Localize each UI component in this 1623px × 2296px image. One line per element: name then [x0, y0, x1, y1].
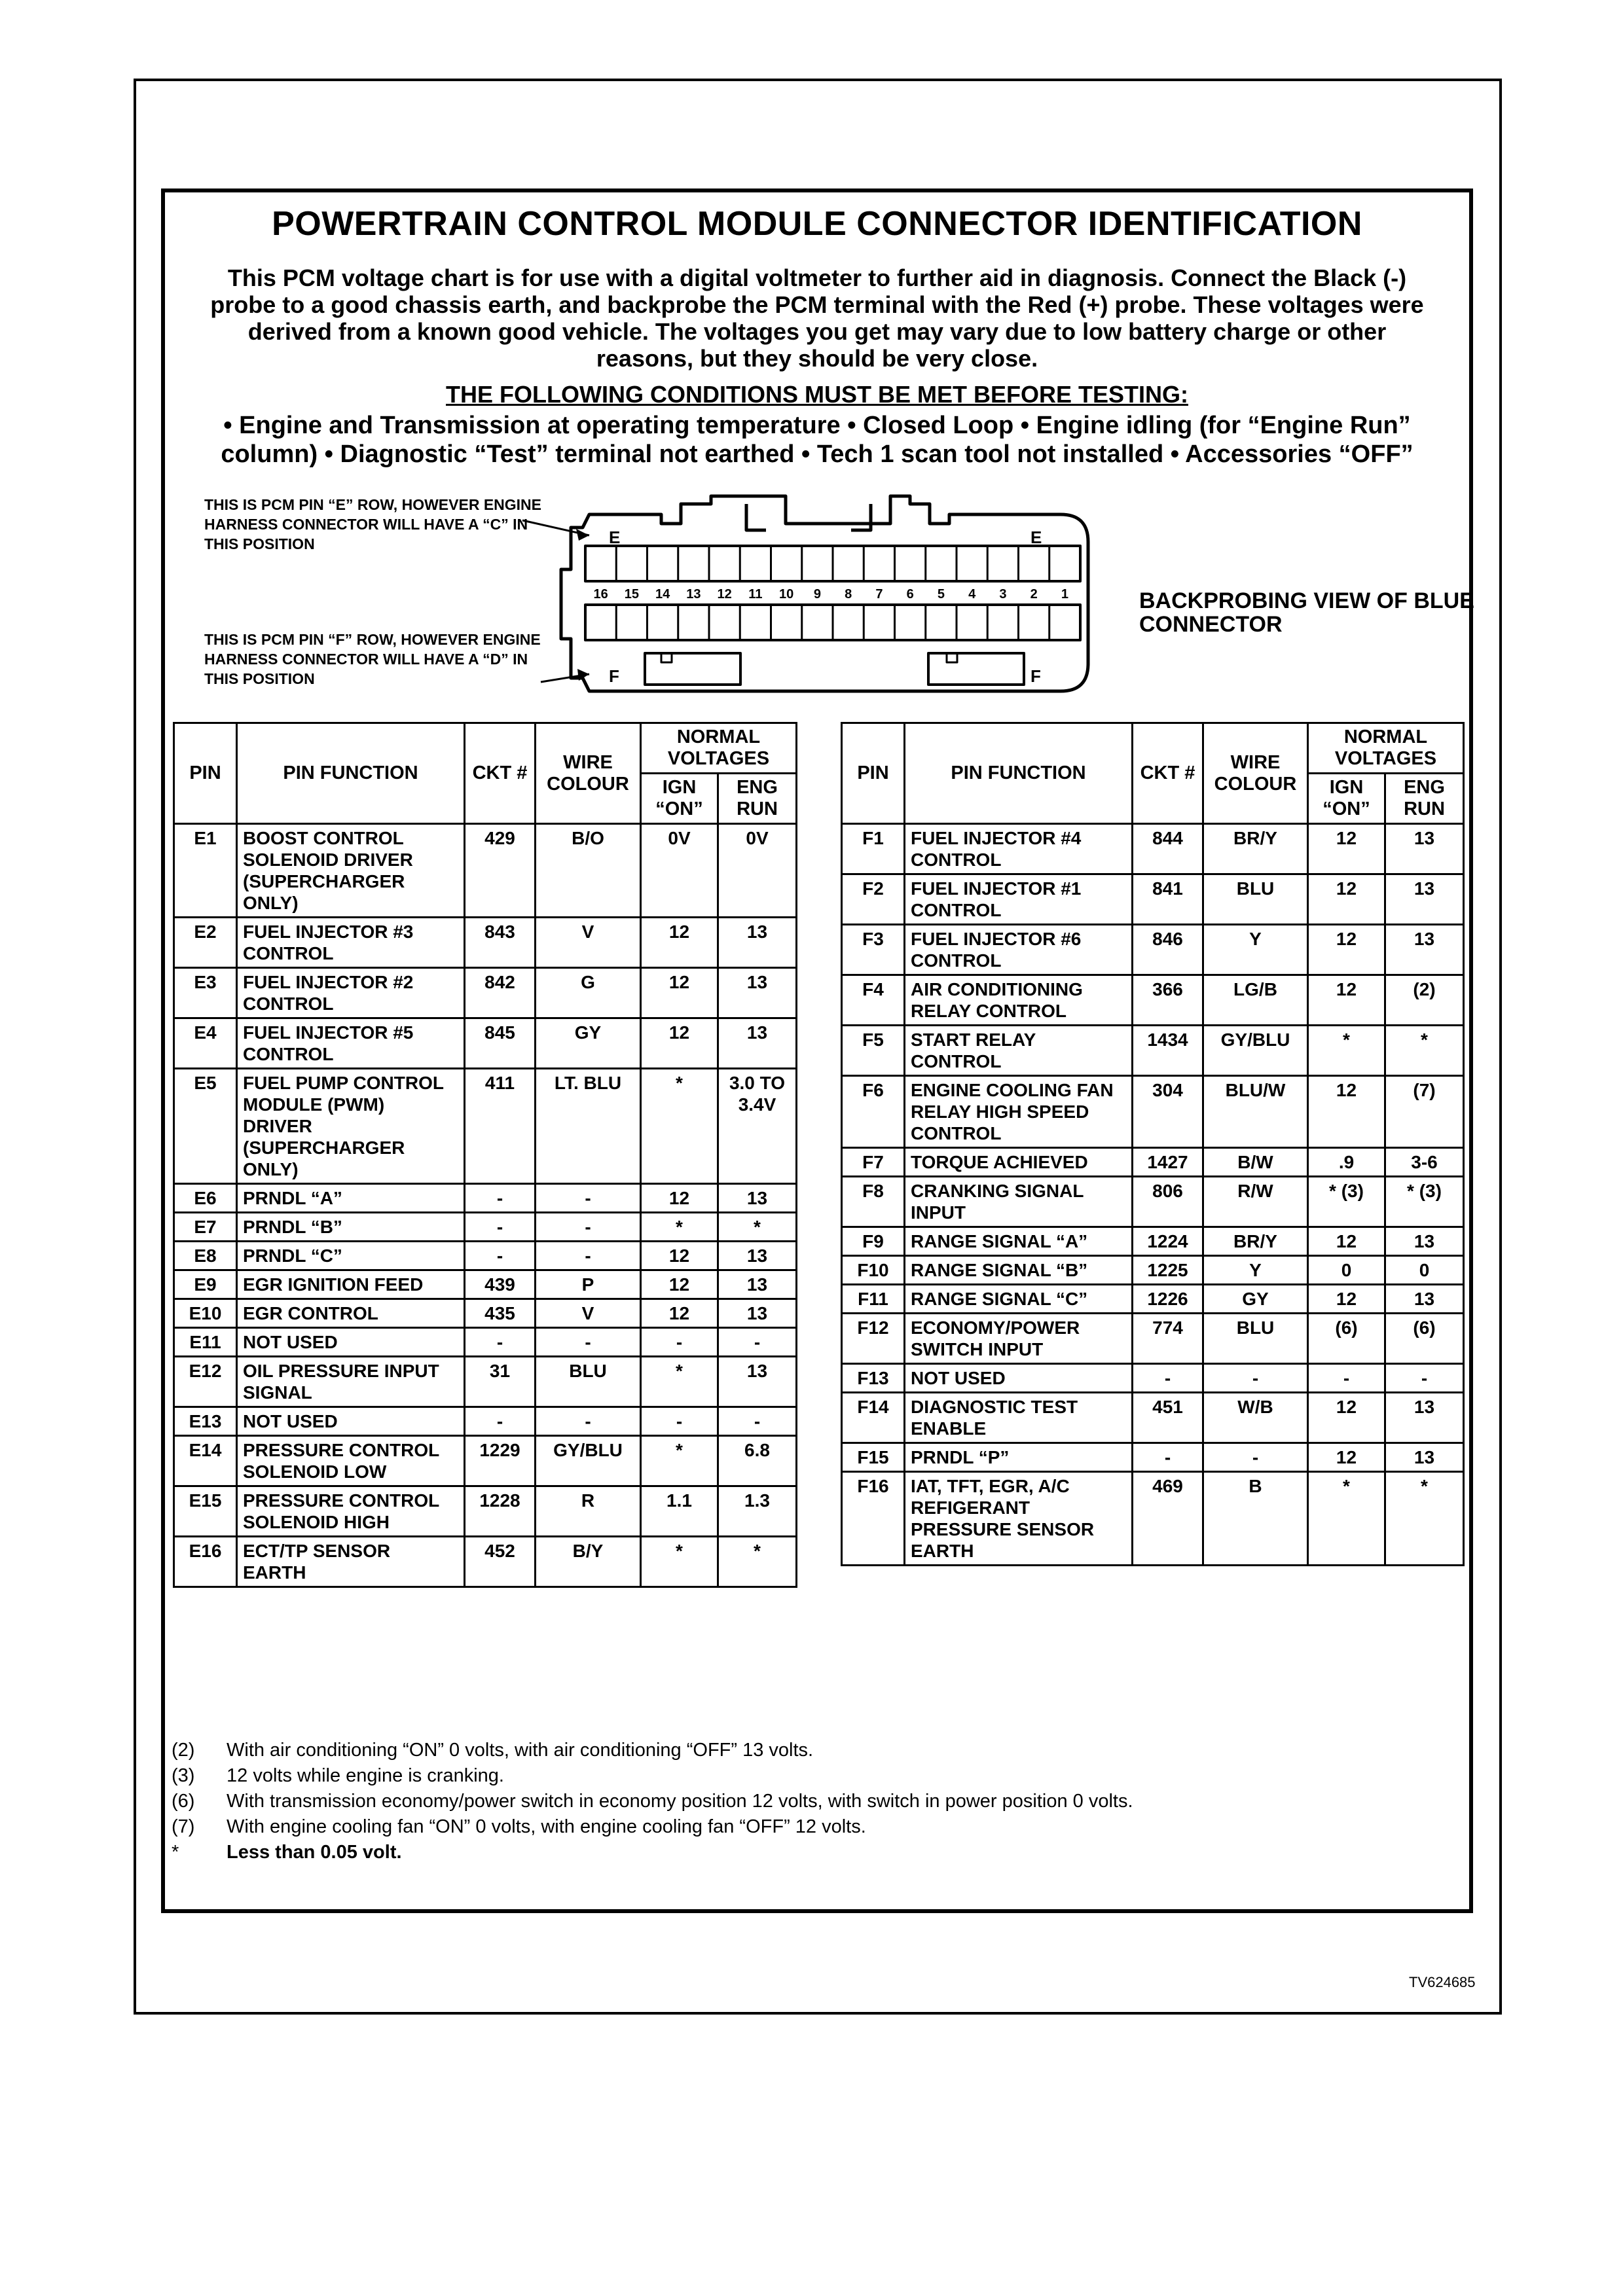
pin-function-cell: PRNDL “P” [905, 1443, 1133, 1472]
pin-function-cell: NOT USED [905, 1364, 1133, 1393]
table-row [174, 824, 797, 918]
normal-voltages-header: NORMAL VOLTAGES [1308, 723, 1464, 774]
ign-on-voltage-cell: * [641, 1436, 718, 1486]
table-row [174, 1328, 797, 1357]
wire-colour-cell: - [536, 1213, 641, 1242]
pin-cell: F8 [842, 1177, 905, 1227]
footnote [172, 1738, 1448, 1763]
pin-function-cell: FUEL PUMP CONTROL MODULE (PWM) DRIVER (SUPERCHARGER ONLY) [237, 1069, 465, 1184]
ckt-cell: 843 [465, 918, 536, 968]
pin-function-cell: PRESSURE CONTROL SOLENOID LOW [237, 1436, 465, 1486]
ign-on-voltage-cell: 12 [1308, 874, 1385, 925]
eng-run-voltage-cell: 13 [718, 1270, 797, 1299]
eng-run-voltage-cell: 1.3 [718, 1486, 797, 1537]
page-title: POWERTRAIN CONTROL MODULE CONNECTOR IDENTIFICATION [272, 205, 1362, 243]
ckt-cell: 452 [465, 1537, 536, 1587]
ign-on-voltage-cell: * [641, 1213, 718, 1242]
table-row [174, 1537, 797, 1587]
table-row [842, 1443, 1464, 1472]
conditions-list: • Engine and Transmission at operating temperature • Closed Loop • Engine idling (for “Engine Run” column) • Diagnostic “Test” terminal not earthed • Tech 1 scan tool not installed • Accessories “OFF” [221, 412, 1413, 468]
pin-cell: E7 [174, 1213, 237, 1242]
wire-colour-cell: LG/B [1203, 975, 1308, 1026]
wire-colour-cell: - [1203, 1364, 1308, 1393]
ckt-cell: 774 [1133, 1314, 1203, 1364]
wire-colour-cell: - [536, 1184, 641, 1213]
pin-cell: E8 [174, 1242, 237, 1270]
wire-colour-header: WIRE COLOUR [1203, 723, 1308, 824]
ckt-cell: 841 [1133, 874, 1203, 925]
f-row-table-body [842, 824, 1464, 1566]
eng-run-voltage-cell: 0 [1385, 1256, 1464, 1285]
pin-function-cell: OIL PRESSURE INPUT SIGNAL [237, 1357, 465, 1407]
wire-colour-cell: V [536, 918, 641, 968]
ign-on-voltage-cell: * [1308, 1472, 1385, 1566]
wire-colour-cell: R/W [1203, 1177, 1308, 1227]
wire-colour-cell: BR/Y [1203, 1227, 1308, 1256]
footnote-text: Less than 0.05 volt. [227, 1842, 402, 1863]
wire-colour-cell: GY [1203, 1285, 1308, 1314]
ckt-cell: - [465, 1213, 536, 1242]
wire-colour-cell: BLU [1203, 874, 1308, 925]
ign-on-voltage-cell: * [1308, 1026, 1385, 1076]
table-row [174, 1242, 797, 1270]
pin-cell: F3 [842, 925, 905, 975]
pin-cell: F11 [842, 1285, 905, 1314]
ign-on-voltage-cell: - [641, 1407, 718, 1436]
pin-function-cell: NOT USED [237, 1328, 465, 1357]
wire-colour-header: WIRE COLOUR [536, 723, 641, 824]
pin-number-label: 6 [906, 587, 914, 601]
pin-number-label: 1 [1061, 587, 1068, 601]
ckt-cell: 1228 [465, 1486, 536, 1537]
ckt-cell: 429 [465, 824, 536, 918]
f-row-pin-table [841, 722, 1465, 1566]
wire-colour-cell: V [536, 1299, 641, 1328]
table-row [842, 1256, 1464, 1285]
table-row [842, 925, 1464, 975]
table-row [842, 1393, 1464, 1443]
ign-on-voltage-cell: (6) [1308, 1314, 1385, 1364]
ign-on-voltage-cell: 0V [641, 824, 718, 918]
backprobe-caption: BACKPROBING VIEW OF BLUE CONNECTOR [1139, 588, 1474, 637]
pin-number-label: 3 [999, 587, 1007, 601]
ign-on-voltage-cell: 12 [1308, 1076, 1385, 1148]
table-row [842, 1314, 1464, 1364]
f-row-label-right: F [1030, 666, 1041, 686]
wire-colour-cell: - [536, 1242, 641, 1270]
pin-function-cell: ENGINE COOLING FAN RELAY HIGH SPEED CONTROL [905, 1076, 1133, 1148]
pin-cell: E3 [174, 968, 237, 1018]
wire-colour-cell: BLU/W [1203, 1076, 1308, 1148]
eng-run-voltage-cell: 3-6 [1385, 1148, 1464, 1177]
wire-colour-cell: BR/Y [1203, 824, 1308, 874]
pin-cell: F4 [842, 975, 905, 1026]
reference-code: TV624685 [1409, 1974, 1476, 1990]
wire-colour-cell: G [536, 968, 641, 1018]
ckt-cell: 304 [1133, 1076, 1203, 1148]
table-row [174, 1357, 797, 1407]
ckt-cell: 1427 [1133, 1148, 1203, 1177]
footnote-mark: (7) [172, 1816, 195, 1837]
conditions-heading: THE FOLLOWING CONDITIONS MUST BE MET BEFORE TESTING: [446, 381, 1188, 408]
footnotes [172, 1738, 1448, 1865]
table-row [174, 1069, 797, 1184]
ign-on-voltage-cell: - [641, 1328, 718, 1357]
pin-number-label: 12 [717, 587, 732, 601]
pin-function-header: PIN FUNCTION [237, 723, 465, 824]
ign-on-voltage-cell: * [641, 1537, 718, 1587]
pin-cell: E2 [174, 918, 237, 968]
footnote [172, 1763, 1448, 1789]
footnote-mark: (6) [172, 1791, 195, 1812]
eng-run-voltage-cell: - [718, 1407, 797, 1436]
pin-function-cell: PRNDL “B” [237, 1213, 465, 1242]
pin-cell: F16 [842, 1472, 905, 1566]
eng-run-voltage-cell: 13 [1385, 824, 1464, 874]
eng-run-voltage-cell: 13 [718, 1018, 797, 1069]
wire-colour-cell: W/B [1203, 1393, 1308, 1443]
ckt-cell: 806 [1133, 1177, 1203, 1227]
pin-cell: F2 [842, 874, 905, 925]
ign-on-header: IGN “ON” [1308, 774, 1385, 824]
pin-number-label: 4 [968, 587, 976, 601]
pin-cell: E9 [174, 1270, 237, 1299]
ign-on-voltage-cell: 12 [1308, 1227, 1385, 1256]
eng-run-voltage-cell: 13 [1385, 1285, 1464, 1314]
table-row [174, 1213, 797, 1242]
table-row [842, 874, 1464, 925]
connector-outline [561, 496, 1088, 691]
pin-cell: E5 [174, 1069, 237, 1184]
pin-cell: E6 [174, 1184, 237, 1213]
eng-run-voltage-cell: 13 [1385, 1227, 1464, 1256]
eng-run-voltage-cell: 13 [718, 1184, 797, 1213]
pin-number-label: 2 [1030, 587, 1038, 601]
pin-header: PIN [174, 723, 237, 824]
e-row-label-right: E [1030, 528, 1042, 547]
ckt-cell: 469 [1133, 1472, 1203, 1566]
pin-function-cell: RANGE SIGNAL “C” [905, 1285, 1133, 1314]
ckt-cell: 451 [1133, 1393, 1203, 1443]
eng-run-voltage-cell: * (3) [1385, 1177, 1464, 1227]
pin-number-label: 5 [937, 587, 945, 601]
ign-on-voltage-cell: 12 [1308, 975, 1385, 1026]
pin-function-cell: PRNDL “C” [237, 1242, 465, 1270]
pin-number-label: 11 [748, 587, 763, 601]
ckt-cell: 844 [1133, 824, 1203, 874]
pin-number-label: 8 [845, 587, 852, 601]
eng-run-voltage-cell: (2) [1385, 975, 1464, 1026]
wire-colour-cell: BLU [536, 1357, 641, 1407]
wire-colour-cell: P [536, 1270, 641, 1299]
wire-colour-cell: BLU [1203, 1314, 1308, 1364]
pin-function-cell: FUEL INJECTOR #5 CONTROL [237, 1018, 465, 1069]
table-row [842, 1227, 1464, 1256]
footnote-text: With air conditioning “ON” 0 volts, with air conditioning “OFF” 13 volts. [227, 1740, 814, 1761]
pin-cell: E15 [174, 1486, 237, 1537]
ign-on-voltage-cell: 12 [641, 1270, 718, 1299]
pin-function-cell: RANGE SIGNAL “B” [905, 1256, 1133, 1285]
pin-function-cell: AIR CONDITIONING RELAY CONTROL [905, 975, 1133, 1026]
eng-run-voltage-cell: 13 [1385, 1443, 1464, 1472]
pin-function-cell: ECONOMY/POWER SWITCH INPUT [905, 1314, 1133, 1364]
eng-run-voltage-cell: 6.8 [718, 1436, 797, 1486]
ign-on-voltage-cell: * [641, 1357, 718, 1407]
table-row [842, 1472, 1464, 1566]
eng-run-voltage-cell: 13 [718, 1357, 797, 1407]
eng-run-voltage-cell: 0V [718, 824, 797, 918]
pin-cell: E10 [174, 1299, 237, 1328]
wire-colour-cell: - [536, 1328, 641, 1357]
wire-colour-cell: GY/BLU [1203, 1026, 1308, 1076]
eng-run-voltage-cell: 13 [1385, 874, 1464, 925]
ckt-header: CKT # [465, 723, 536, 824]
ckt-cell: 435 [465, 1299, 536, 1328]
pin-cell: E13 [174, 1407, 237, 1436]
pin-cell: F7 [842, 1148, 905, 1177]
footnote [172, 1789, 1448, 1814]
ckt-cell: 846 [1133, 925, 1203, 975]
ckt-cell: 439 [465, 1270, 536, 1299]
e-row-table-body [174, 824, 797, 1587]
eng-run-voltage-cell: (6) [1385, 1314, 1464, 1364]
wire-colour-cell: GY/BLU [536, 1436, 641, 1486]
eng-run-header: ENG RUN [718, 774, 797, 824]
eng-run-voltage-cell: 13 [1385, 1393, 1464, 1443]
pin-cell: E1 [174, 824, 237, 918]
ign-on-voltage-cell: 12 [1308, 1285, 1385, 1314]
footnote-text: With engine cooling fan “ON” 0 volts, with engine cooling fan “OFF” 12 volts. [227, 1816, 866, 1837]
e-row-label-left: E [609, 528, 621, 547]
ckt-cell: 31 [465, 1357, 536, 1407]
wire-colour-cell: GY [536, 1018, 641, 1069]
pin-function-header: PIN FUNCTION [905, 723, 1133, 824]
ckt-cell: 1229 [465, 1436, 536, 1486]
ckt-cell: 411 [465, 1069, 536, 1184]
ign-on-voltage-cell: 0 [1308, 1256, 1385, 1285]
footnote [172, 1814, 1448, 1840]
ckt-cell: 1434 [1133, 1026, 1203, 1076]
pin-function-cell: PRESSURE CONTROL SOLENOID HIGH [237, 1486, 465, 1537]
ckt-cell: - [1133, 1443, 1203, 1472]
pin-function-cell: PRNDL “A” [237, 1184, 465, 1213]
eng-run-voltage-cell: - [1385, 1364, 1464, 1393]
ign-on-voltage-cell: 12 [641, 968, 718, 1018]
footnote-text: With transmission economy/power switch in economy position 12 volts, with switch in power position 0 volts. [227, 1791, 1133, 1812]
wire-colour-cell: B/W [1203, 1148, 1308, 1177]
ckt-cell: - [465, 1184, 536, 1213]
footnote-mark: (2) [172, 1740, 195, 1761]
ign-on-voltage-cell: 12 [1308, 1393, 1385, 1443]
f-row-note: THIS IS PCM PIN “F” ROW, HOWEVER ENGINE HARNESS CONNECTOR WILL HAVE A “D” IN THIS POSITION [204, 631, 541, 687]
ign-on-voltage-cell: 12 [641, 918, 718, 968]
pin-cell: F1 [842, 824, 905, 874]
table-row [842, 1177, 1464, 1227]
pin-cell: E4 [174, 1018, 237, 1069]
pin-cell: F6 [842, 1076, 905, 1148]
ign-on-voltage-cell: 12 [1308, 824, 1385, 874]
ckt-cell: 1225 [1133, 1256, 1203, 1285]
table-row [842, 1076, 1464, 1148]
table-row [842, 1148, 1464, 1177]
e-row-pin-table [173, 722, 797, 1588]
footnote-mark: * [172, 1842, 179, 1863]
ckt-cell: 366 [1133, 975, 1203, 1026]
pin-number-label: 14 [655, 587, 670, 601]
pin-function-cell: FUEL INJECTOR #6 CONTROL [905, 925, 1133, 975]
ign-on-voltage-cell: 12 [1308, 1443, 1385, 1472]
eng-run-voltage-cell: * [718, 1213, 797, 1242]
ign-on-voltage-cell: 12 [641, 1184, 718, 1213]
ign-on-header: IGN “ON” [641, 774, 718, 824]
table-row [842, 824, 1464, 874]
pin-function-cell: EGR CONTROL [237, 1299, 465, 1328]
pin-cell: E11 [174, 1328, 237, 1357]
pin-function-cell: FUEL INJECTOR #3 CONTROL [237, 918, 465, 968]
ckt-cell: - [1133, 1364, 1203, 1393]
eng-run-voltage-cell: (7) [1385, 1076, 1464, 1148]
ign-on-voltage-cell: 12 [641, 1242, 718, 1270]
eng-run-voltage-cell: - [718, 1328, 797, 1357]
eng-run-voltage-cell: 3.0 TO 3.4V [718, 1069, 797, 1184]
ign-on-voltage-cell: * [641, 1069, 718, 1184]
pin-cell: F10 [842, 1256, 905, 1285]
pin-cell: F5 [842, 1026, 905, 1076]
wire-colour-cell: Y [1203, 925, 1308, 975]
pin-function-cell: START RELAY CONTROL [905, 1026, 1133, 1076]
table-row [174, 1436, 797, 1486]
eng-run-voltage-cell: 13 [718, 1242, 797, 1270]
table-row [842, 1285, 1464, 1314]
table-row [174, 1018, 797, 1069]
ign-on-voltage-cell: * (3) [1308, 1177, 1385, 1227]
ckt-cell: 842 [465, 968, 536, 1018]
table-row [174, 1184, 797, 1213]
table-row [174, 1299, 797, 1328]
ckt-cell: 845 [465, 1018, 536, 1069]
pin-cell: E16 [174, 1537, 237, 1587]
ign-on-voltage-cell: .9 [1308, 1148, 1385, 1177]
table-row [842, 1364, 1464, 1393]
footnote-mark: (3) [172, 1765, 195, 1786]
ckt-cell: 1226 [1133, 1285, 1203, 1314]
ign-on-voltage-cell: 12 [641, 1299, 718, 1328]
pin-number-label: 15 [624, 587, 639, 601]
wire-colour-cell: B [1203, 1472, 1308, 1566]
normal-voltages-header: NORMAL VOLTAGES [641, 723, 797, 774]
pin-function-cell: ECT/TP SENSOR EARTH [237, 1537, 465, 1587]
ign-on-voltage-cell: 12 [1308, 925, 1385, 975]
wire-colour-cell: Y [1203, 1256, 1308, 1285]
ckt-cell: - [465, 1328, 536, 1357]
wire-colour-cell: R [536, 1486, 641, 1537]
pin-function-cell: IAT, TFT, EGR, A/C REFIGERANT PRESSURE SENSOR EARTH [905, 1472, 1133, 1566]
f-row-label-left: F [609, 666, 619, 686]
wire-colour-cell: - [536, 1407, 641, 1436]
ckt-cell: - [465, 1407, 536, 1436]
ign-on-voltage-cell: 1.1 [641, 1486, 718, 1537]
pin-function-cell: RANGE SIGNAL “A” [905, 1227, 1133, 1256]
wire-colour-cell: - [1203, 1443, 1308, 1472]
eng-run-voltage-cell: * [1385, 1026, 1464, 1076]
pin-number-label: 13 [686, 587, 701, 601]
table-row [174, 1486, 797, 1537]
pin-function-cell: EGR IGNITION FEED [237, 1270, 465, 1299]
table-row [174, 918, 797, 968]
eng-run-voltage-cell: * [718, 1537, 797, 1587]
ign-on-voltage-cell: - [1308, 1364, 1385, 1393]
e-row-note: THIS IS PCM PIN “E” ROW, HOWEVER ENGINE HARNESS CONNECTOR WILL HAVE A “C” IN THIS POSITION [204, 496, 541, 552]
pin-cell: F9 [842, 1227, 905, 1256]
eng-run-voltage-cell: 13 [718, 1299, 797, 1328]
pin-number-label: 16 [593, 587, 608, 601]
ckt-cell: 1224 [1133, 1227, 1203, 1256]
pin-cell: F12 [842, 1314, 905, 1364]
table-row [842, 975, 1464, 1026]
pin-cell: E14 [174, 1436, 237, 1486]
pin-header: PIN [842, 723, 905, 824]
intro-paragraph: This PCM voltage chart is for use with a digital voltmeter to further aid in diagnosis. Connect the Black (-) probe to a good chassis earth, and backprobe the PCM terminal with the Red (+) probe. These voltages were derived from a known good vehicle. The voltages you get may vary due to low battery charge or other reasons, but they should be very close. [210, 264, 1424, 372]
wire-colour-cell: B/Y [536, 1537, 641, 1587]
pin-number-label: 9 [813, 587, 821, 601]
pin-function-cell: FUEL INJECTOR #1 CONTROL [905, 874, 1133, 925]
pin-function-cell: FUEL INJECTOR #2 CONTROL [237, 968, 465, 1018]
footnote [172, 1840, 1448, 1865]
ckt-header: CKT # [1133, 723, 1203, 824]
table-row [174, 1407, 797, 1436]
ckt-cell: - [465, 1242, 536, 1270]
pin-cell: F14 [842, 1393, 905, 1443]
pin-function-cell: NOT USED [237, 1407, 465, 1436]
pin-function-cell: BOOST CONTROL SOLENOID DRIVER (SUPERCHARGER ONLY) [237, 824, 465, 918]
wire-colour-cell: LT. BLU [536, 1069, 641, 1184]
pin-function-cell: TORQUE ACHIEVED [905, 1148, 1133, 1177]
pin-number-label: 10 [779, 587, 794, 601]
pin-function-cell: FUEL INJECTOR #4 CONTROL [905, 824, 1133, 874]
table-row [842, 1026, 1464, 1076]
footnote-text: 12 volts while engine is cranking. [227, 1765, 504, 1786]
pin-function-cell: CRANKING SIGNAL INPUT [905, 1177, 1133, 1227]
pin-cell: F15 [842, 1443, 905, 1472]
eng-run-voltage-cell: * [1385, 1472, 1464, 1566]
table-row [174, 968, 797, 1018]
pin-cell: E12 [174, 1357, 237, 1407]
ign-on-voltage-cell: 12 [641, 1018, 718, 1069]
pin-number-label: 7 [875, 587, 883, 601]
eng-run-voltage-cell: 13 [718, 968, 797, 1018]
pin-function-cell: DIAGNOSTIC TEST ENABLE [905, 1393, 1133, 1443]
table-row [174, 1270, 797, 1299]
wire-colour-cell: B/O [536, 824, 641, 918]
eng-run-header: ENG RUN [1385, 774, 1464, 824]
eng-run-voltage-cell: 13 [1385, 925, 1464, 975]
eng-run-voltage-cell: 13 [718, 918, 797, 968]
pin-cell: F13 [842, 1364, 905, 1393]
